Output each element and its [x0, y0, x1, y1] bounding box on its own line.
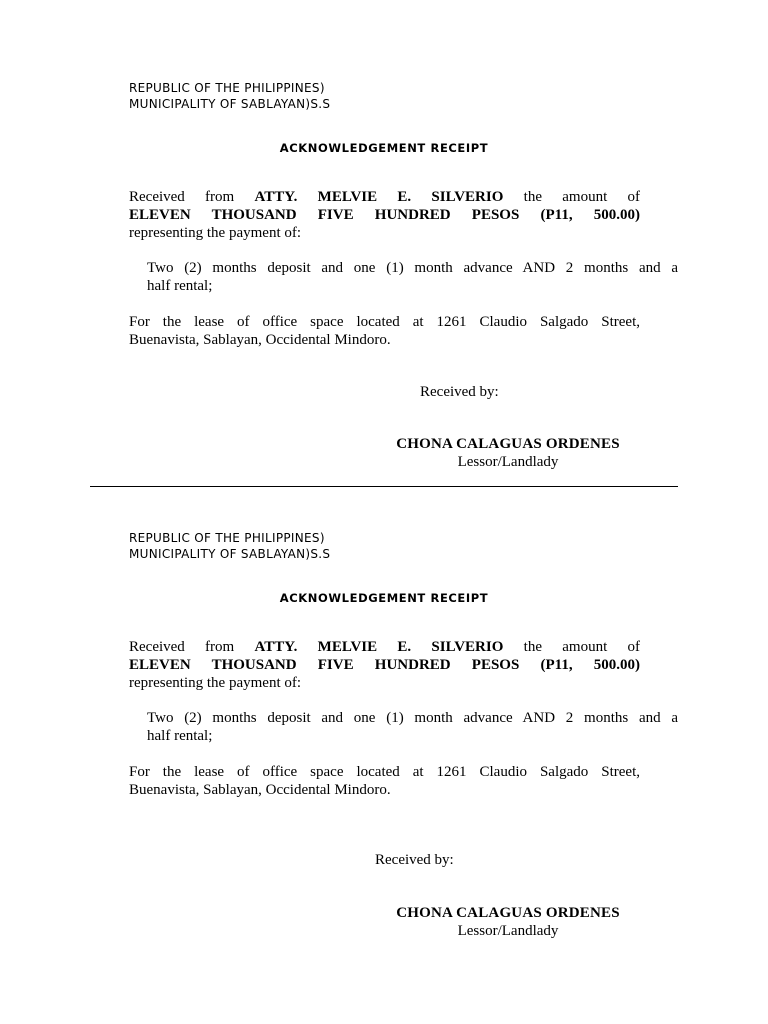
amount-in-words: ELEVEN THOUSAND FIVE HUNDRED PESOS (P11, 500.00) — [129, 207, 640, 223]
amount-label: the amount of — [523, 639, 641, 655]
header-line-republic: REPUBLIC OF THE PHILIPPINES) — [129, 81, 325, 95]
receipt-title: ACKNOWLEDGEMENT RECEIPT — [279, 591, 489, 605]
payment-description — [147, 259, 678, 295]
receipt-title: ACKNOWLEDGEMENT RECEIPT — [279, 141, 489, 155]
header-line-municipality: MUNICIPALITY OF SABLAYAN)S.S — [129, 97, 331, 111]
payment-description — [147, 709, 678, 745]
representing-text: representing the payment of: — [129, 225, 302, 241]
receipt-1 — [0, 0, 768, 470]
received-by-label: Received by: — [375, 852, 454, 868]
payment-line-1: Two (2) months deposit and one (1) month advance AND 2 months and a — [147, 710, 678, 726]
payer-name: ATTY. MELVIE E. SILVERIO — [254, 639, 504, 655]
received-from-line — [129, 638, 640, 656]
lease-line-1: For the lease of office space located at 1261 Claudio Salgado Street, — [129, 764, 640, 780]
received-from-line — [129, 188, 640, 206]
signatory-name: CHONA CALAGUAS ORDENES — [396, 436, 620, 452]
payment-line-1: Two (2) months deposit and one (1) month advance AND 2 months and a — [147, 260, 678, 276]
amount-label: the amount of — [523, 189, 641, 205]
lease-description — [129, 313, 640, 349]
received-from-paragraph — [129, 638, 640, 692]
jurisdiction-header — [129, 530, 330, 562]
payment-line-2: half rental; — [147, 728, 213, 744]
lease-description — [129, 763, 640, 799]
received-from-paragraph — [129, 188, 640, 242]
received-from-label: Received from — [129, 639, 235, 655]
payment-line-2: half rental; — [147, 278, 213, 294]
header-line-republic: REPUBLIC OF THE PHILIPPINES) — [129, 531, 325, 545]
header-line-municipality: MUNICIPALITY OF SABLAYAN)S.S — [129, 547, 331, 561]
signatory-block — [380, 904, 636, 940]
received-from-label: Received from — [129, 189, 235, 205]
payer-name: ATTY. MELVIE E. SILVERIO — [254, 189, 504, 205]
representing-text: representing the payment of: — [129, 675, 302, 691]
receipt-2 — [0, 450, 768, 939]
amount-in-words: ELEVEN THOUSAND FIVE HUNDRED PESOS (P11, 500.00) — [129, 657, 640, 673]
signatory-name: CHONA CALAGUAS ORDENES — [396, 905, 620, 921]
jurisdiction-header — [129, 80, 330, 112]
received-by-label: Received by: — [420, 384, 499, 400]
lease-line-2: Buenavista, Sablayan, Occidental Mindoro. — [129, 332, 391, 348]
signatory-role: Lessor/Landlady — [457, 454, 559, 470]
signatory-role: Lessor/Landlady — [457, 923, 559, 939]
lease-line-1: For the lease of office space located at 1261 Claudio Salgado Street, — [129, 314, 640, 330]
lease-line-2: Buenavista, Sablayan, Occidental Mindoro. — [129, 782, 391, 798]
